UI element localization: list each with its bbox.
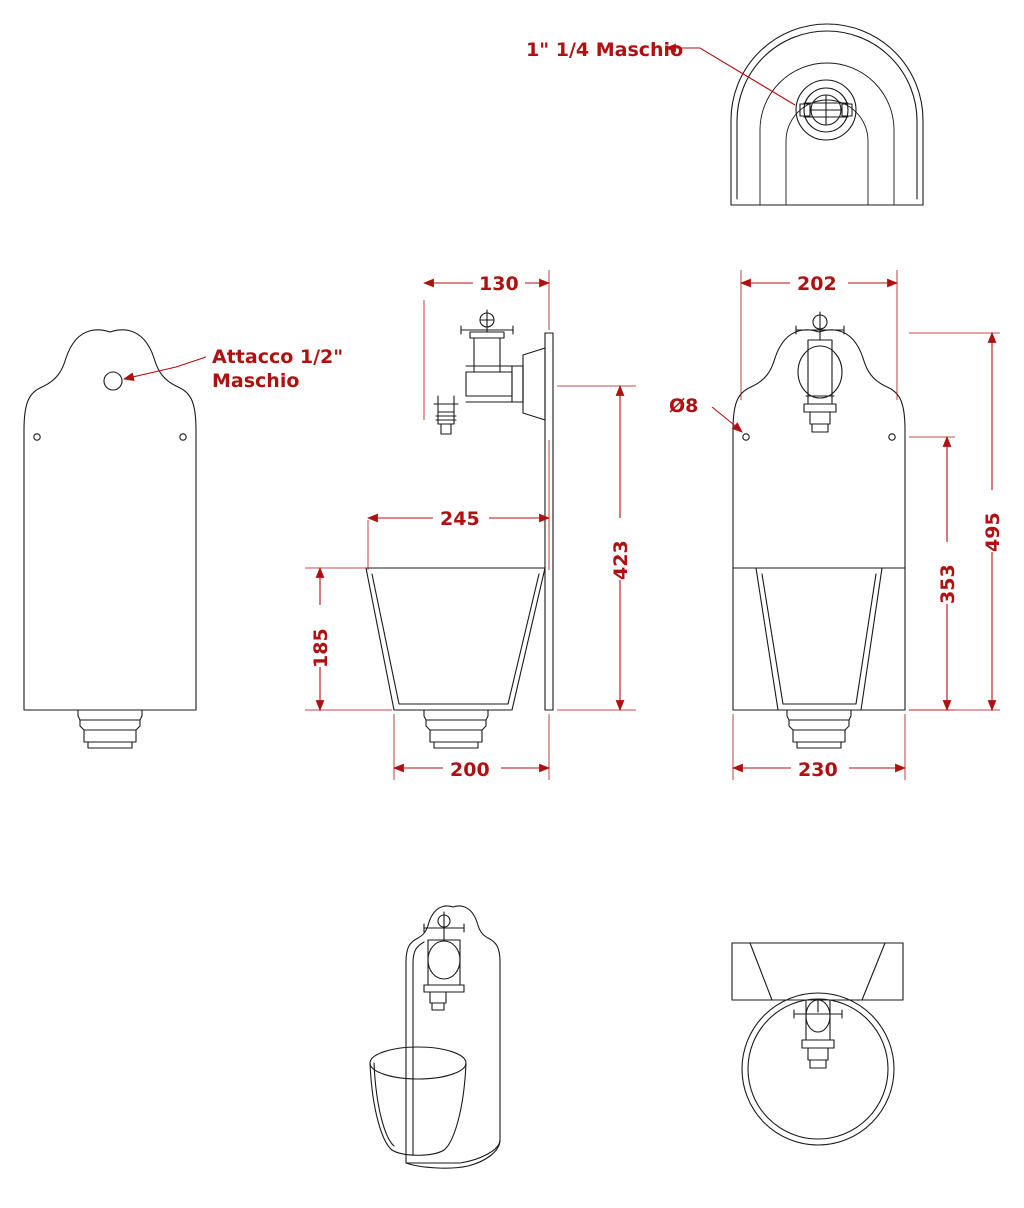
view-top [731,24,923,205]
dimension-front-basin-height-353 [909,437,959,710]
annotation-side-inlet [124,357,206,379]
view-front [733,312,905,748]
dimension-front-width-202 [741,270,897,400]
dimension-side-basin-245 [368,440,549,570]
dimension-130-value: 130 [479,273,519,295]
dimension-495-value: 495 [982,512,1004,552]
dimension-202-value: 202 [797,273,837,295]
dimension-side-total-height-423 [557,386,636,710]
annotation-hole-diameter-label: Ø8 [669,395,699,417]
dimension-423-value: 423 [610,540,632,580]
annotation-hole-diameter [712,407,742,432]
dimension-185-value: 185 [310,628,332,668]
annotation-side-inlet-label-1: Attacco 1/2" [212,346,344,368]
annotation-top-inlet [666,48,795,105]
dimension-front-depth-130 [424,270,549,420]
annotation-side-inlet-label-2: Maschio [212,370,300,392]
view-bottom [732,943,903,1145]
dimension-200-value: 200 [450,759,490,781]
view-back-plate [24,330,196,748]
dimension-353-value: 353 [937,564,959,604]
dimension-230-value: 230 [798,759,838,781]
annotation-top-inlet-label: 1" 1/4 Maschio [526,39,684,61]
dimension-front-total-height-495 [909,333,1004,710]
dimension-side-basin-height-185 [305,568,392,710]
view-iso [370,906,500,1168]
dimension-245-value: 245 [440,508,480,530]
